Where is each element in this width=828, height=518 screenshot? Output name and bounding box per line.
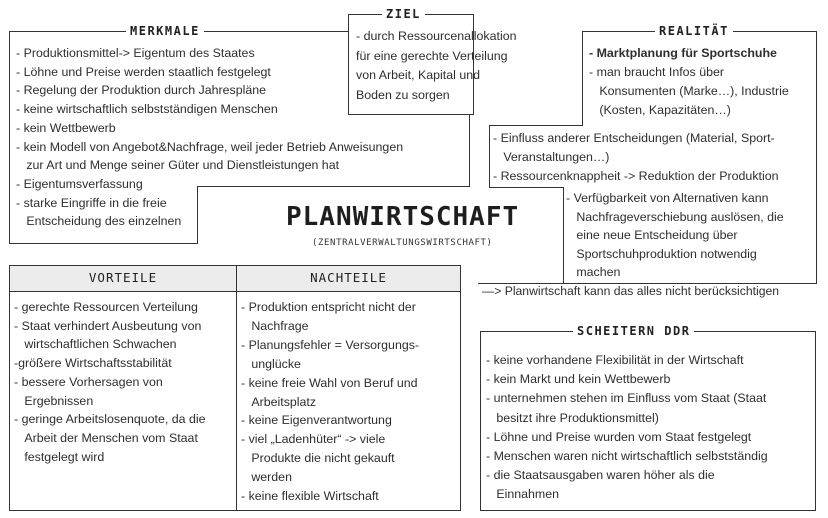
- vorteile-header: VORTEILE: [88, 270, 158, 285]
- merkmale-line: - Produktionsmittel-> Eigentum des Staates: [16, 46, 255, 60]
- scheitern-item: - Menschen waren nicht wirtschaftlich selbstständig: [486, 449, 768, 463]
- nachteile-item: unglücke: [241, 356, 301, 371]
- scheitern-item: - unternehmen stehen im Einfluss vom Staat (Staat: [486, 391, 767, 406]
- nachteile-item: - keine flexible Wirtschaft: [241, 489, 379, 503]
- merkmale-line: - kein Modell von Angebot&Nachfrage, weil jeder Betrieb Anweisungen: [16, 139, 404, 154]
- realitaet-conclusion: —> Planwirtschaft kann das alles nicht berücksichtigen: [482, 284, 780, 298]
- ziel-line: Boden zu sorgen: [356, 87, 450, 102]
- vorteile-item: - geringe Arbeitslosenquote, da die: [14, 412, 206, 427]
- vorteile-item: - bessere Vorhersagen von: [14, 374, 163, 389]
- vorteile-item: - Staat verhindert Ausbeutung von: [14, 318, 202, 333]
- vorteile-item: festgelegt wird: [14, 449, 105, 464]
- realitaet-line: - Verfügbarkeit von Alternativen kann: [566, 191, 769, 205]
- realitaet-line: Veranstaltungen…): [493, 150, 610, 164]
- scheitern-item: - die Staatsausgaben waren höher als die: [486, 468, 715, 483]
- vorteile-item: -größere Wirtschaftsstabilität: [14, 356, 172, 371]
- ziel-line: - durch Ressourcenallokation: [356, 29, 517, 43]
- ziel-label: ZIEL: [382, 7, 425, 21]
- vorteile-item: Arbeit der Menschen vom Staat: [14, 430, 198, 445]
- realitaet-line: - Einfluss anderer Entscheidungen (Material, Sport-: [493, 131, 775, 145]
- merkmale-label: MERKMALE: [126, 24, 204, 38]
- realitaet-line: Sportschuhproduktion notwendig: [566, 246, 757, 261]
- realitaet-label: REALITÄT: [655, 24, 733, 38]
- realitaet-line: machen: [566, 265, 621, 279]
- scheitern-item: besitzt ihre Produktionsmittel): [486, 410, 659, 425]
- nachteile-item: - Produktion entspricht nicht der: [241, 300, 416, 314]
- vorteile-item: wirtschaftlichen Schwachen: [14, 337, 177, 352]
- page-title: PLANWIRTSCHAFT: [286, 202, 520, 232]
- nachteile-item: - keine Eigenverantwortung: [241, 413, 392, 428]
- merkmale-line: - Löhne und Preise werden staatlich festgelegt: [16, 64, 271, 79]
- vorteile-item: Ergebnissen: [14, 393, 94, 408]
- realitaet-line: Konsumenten (Marke…), Industrie: [589, 84, 789, 98]
- scheitern-item: - Löhne und Preise wurden vom Staat festgelegt: [486, 429, 752, 444]
- realitaet-line: (Kosten, Kapazitäten…): [589, 103, 731, 117]
- merkmale-line: - kein Wettbewerb: [16, 120, 116, 135]
- merkmale-line: - Regelung der Produktion durch Jahrespläne: [16, 83, 267, 98]
- realitaet-line: - Ressourcenknappheit -> Reduktion der Produktion: [493, 169, 779, 183]
- scheitern-item: Einnahmen: [486, 487, 560, 502]
- scheitern-item: - keine vorhandene Flexibilität in der Wirtschaft: [486, 353, 744, 367]
- nachteile-item: Arbeitsplatz: [241, 394, 317, 409]
- ziel-line: von Arbeit, Kapital und: [356, 68, 480, 82]
- scheitern-label: SCHEITERN DDR: [573, 324, 694, 338]
- nachteile-item: - keine freie Wahl von Beruf und: [241, 375, 418, 390]
- nachteile-header: NACHTEILE: [310, 270, 387, 285]
- realitaet-heading: - Marktplanung für Sportschuhe: [589, 46, 777, 60]
- vorteile-item: - gerechte Ressourcen Verteilung: [14, 300, 198, 314]
- realitaet-line: - man braucht Infos über: [589, 65, 724, 79]
- page-subtitle: (ZENTRALVERWALTUNGSWIRTSCHAFT): [312, 238, 493, 248]
- nachteile-item: - viel „Ladenhüter“ -> viele: [241, 432, 386, 447]
- nachteile-item: - Planungsfehler = Versorgungs-: [241, 337, 420, 352]
- nachteile-item: Nachfrage: [241, 318, 309, 333]
- merkmale-line: - starke Eingriffe in die freie: [16, 195, 167, 210]
- ziel-line: für eine gerechte Verteilung: [356, 48, 508, 63]
- merkmale-line: zur Art und Menge seiner Güter und Dienstleistungen hat: [16, 158, 340, 173]
- merkmale-line: - keine wirtschaftlich selbstständigen Menschen: [16, 102, 278, 117]
- merkmale-line: Entscheidung des einzelnen: [16, 214, 182, 229]
- nachteile-item: werden: [241, 470, 292, 485]
- merkmale-line: - Eigentumsverfassung: [16, 176, 143, 191]
- realitaet-line: eine neue Entscheidung über: [566, 228, 738, 242]
- scheitern-item: - kein Markt und kein Wettbewerb: [486, 372, 671, 387]
- nachteile-item: Produkte die nicht gekauft: [241, 451, 395, 466]
- realitaet-line: Nachfrageverschiebung auslösen, die: [566, 209, 784, 224]
